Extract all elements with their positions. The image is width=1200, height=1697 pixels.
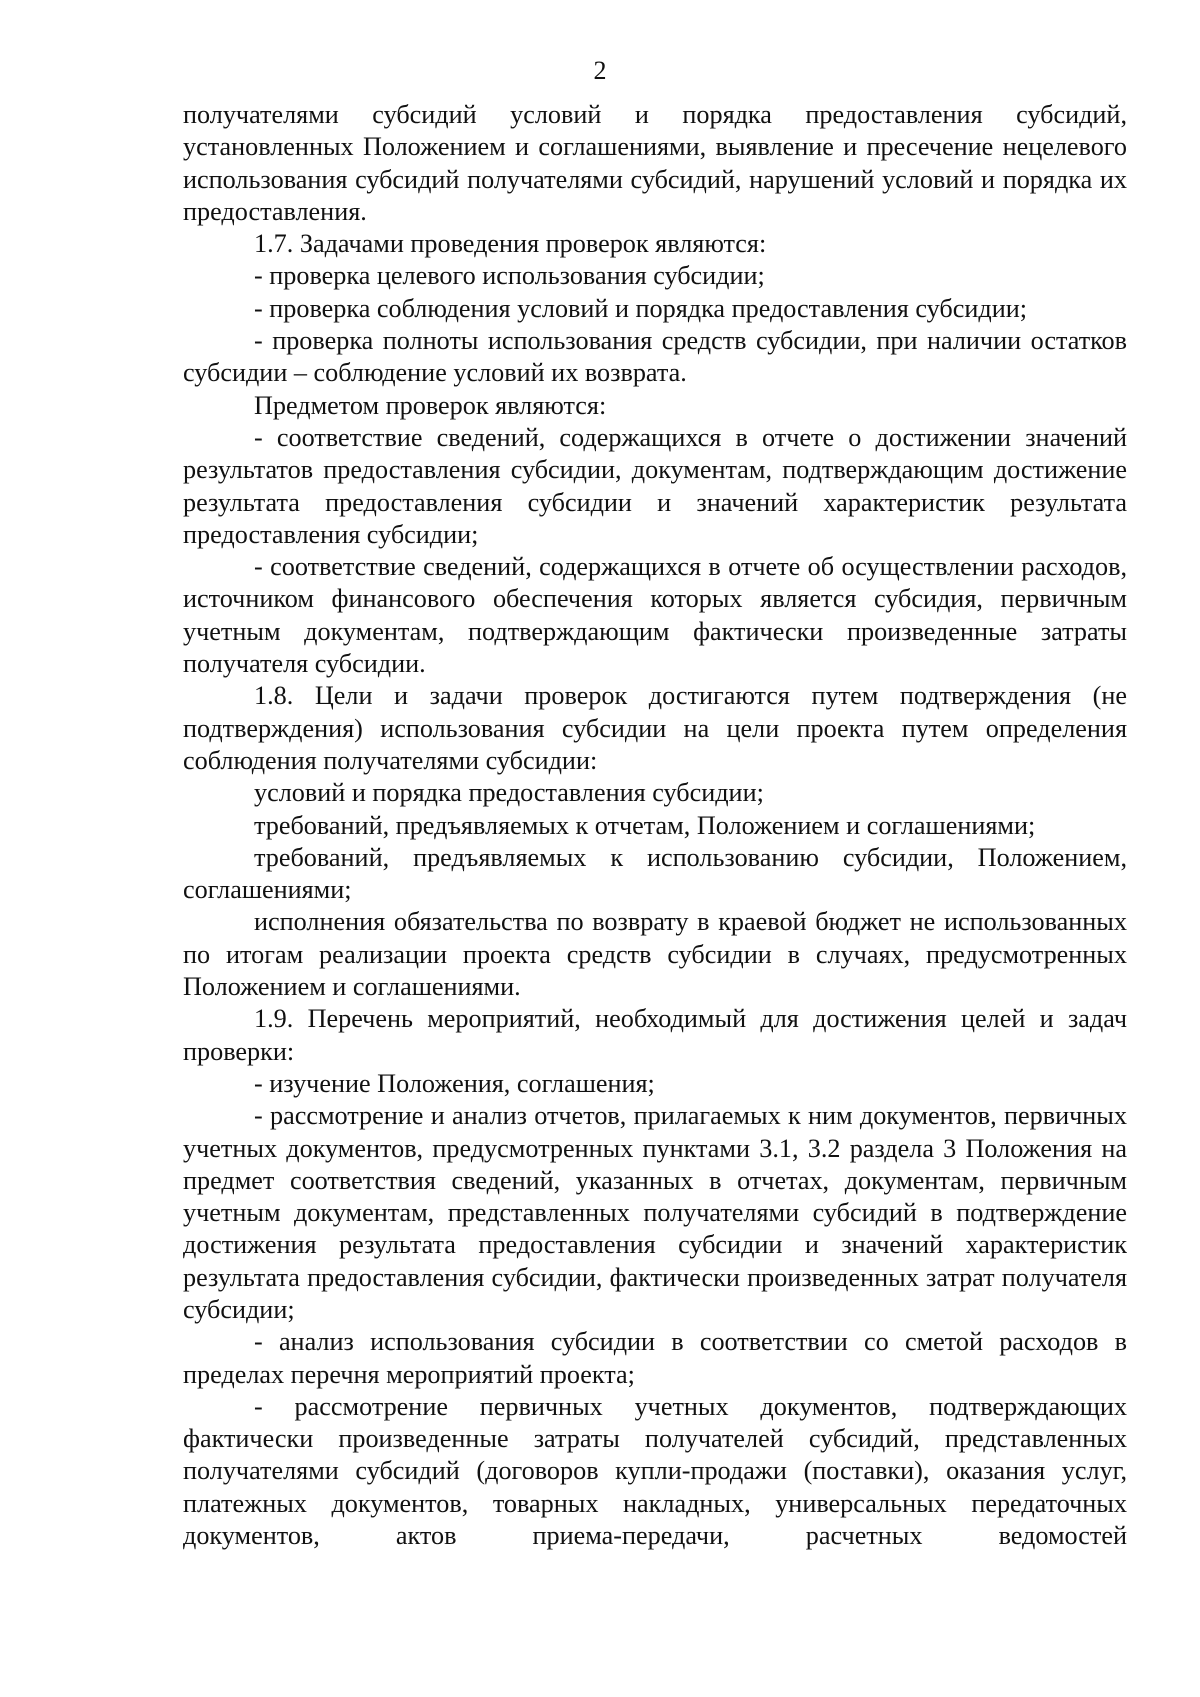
list-item: - изучение Положения, соглашения;: [254, 1068, 655, 1098]
document-body: [183, 99, 1127, 1552]
paragraph: 1.7. Задачами проведения проверок являются:: [254, 229, 767, 259]
list-item: требований, предъявляемых к использованию субсидии, Положением, соглашениями;: [183, 842, 1127, 905]
list-item: - соответствие сведений, содержащихся в отчете об осуществлении расходов, источником финансового обеспечения которых является субсидия, первичным учетным документам, подтверждающим фактически произведенные затраты получателя субсидии.: [183, 552, 1127, 679]
list-item: - анализ использования субсидии в соответствии со сметой расходов в пределах перечня мероприятий проекта;: [183, 1327, 1127, 1389]
list-item: требований, предъявляемых к отчетам, Положением и соглашениями;: [254, 810, 1036, 840]
list-item: - рассмотрение первичных учетных документов, подтверждающих фактически произведенные затраты получателей субсидий, представленных получателями субсидий (договоров купли-продажи (поставки), оказания услуг, платежных документов, товарных накладных, универсальных передаточных документов, актов приема-передачи, расчетных ведомостей: [183, 1391, 1127, 1551]
paragraph: 1.8. Цели и задачи проверок достигаются путем подтверждения (не подтверждения) использования субсидии на цели проекта путем определения соблюдения получателями субсидии:: [183, 681, 1127, 775]
list-item: - проверка целевого использования субсидии;: [254, 261, 765, 291]
paragraph: получателями субсидий условий и порядка предоставления субсидий, установленных Положением и соглашениями, выявление и пресечение нецелевого использования субсидий получателями субсидий, нарушений условий и порядка их предоставления.: [183, 100, 1127, 226]
page-number: 2: [593, 56, 607, 85]
list-item: - проверка полноты использования средств субсидии, при наличии остатков субсидии – соблюдение условий их возврата.: [183, 326, 1127, 388]
list-item: исполнения обязательства по возврату в краевой бюджет не использованных по итогам реализации проекта средств субсидии в случаях, предусмотренных Положением и соглашениями.: [183, 907, 1127, 1002]
list-item: условий и порядка предоставления субсидии;: [254, 778, 764, 808]
list-item: - проверка соблюдения условий и порядка предоставления субсидии;: [254, 293, 1028, 323]
paragraph: Предметом проверок являются:: [254, 390, 607, 420]
list-item: - рассмотрение и анализ отчетов, прилагаемых к ним документов, первичных учетных документов, предусмотренных пунктами 3.1, 3.2 раздела 3 Положения на предмет соответствия сведений, указанных в отчетах, документам, первичным учетным документам, представленных получателями субсидий в подтверждение достижения результата предоставления субсидии и значений характеристик результата предоставления субсидии, фактически произведенных затрат получателя субсидии;: [183, 1101, 1127, 1324]
list-item: - соответствие сведений, содержащихся в отчете о достижении значений результатов предоставления субсидии, документам, подтверждающим достижение результата предоставления субсидии и значений характеристик результата предоставления субсидии;: [183, 422, 1127, 549]
paragraph: 1.9. Перечень мероприятий, необходимый для достижения целей и задач проверки:: [183, 1004, 1127, 1066]
